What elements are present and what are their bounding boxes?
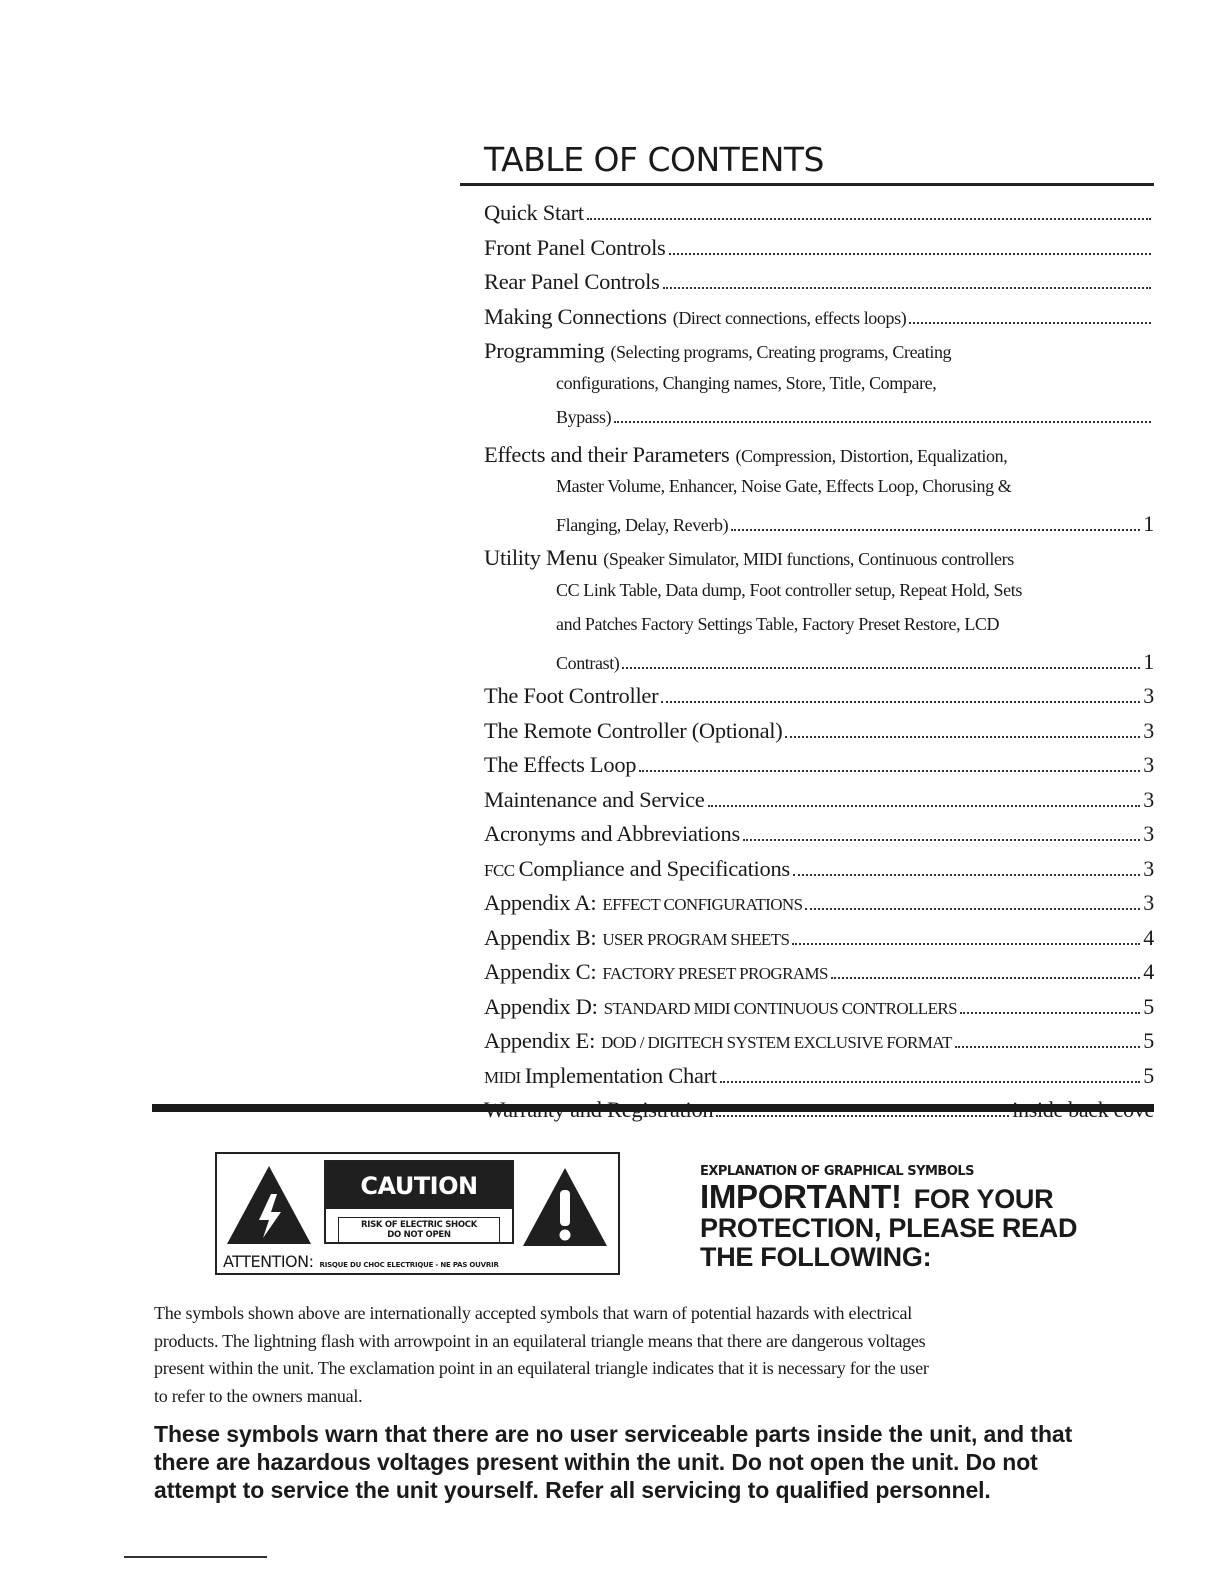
toc-entry-detail: FACTORY PRESET PROGRAMS xyxy=(602,964,828,983)
toc-dot-leader xyxy=(955,1042,1140,1048)
toc-dot-leader xyxy=(587,214,1151,220)
toc-page-number: 4 xyxy=(1143,924,1154,950)
toc-entry xyxy=(484,752,1154,782)
toc-entry-detail: and Patches Factory Settings Table, Factory Preset Restore, LCD xyxy=(556,614,1000,634)
caution-subtext-line: RISK OF ELECTRIC SHOCK xyxy=(360,1220,478,1230)
paragraph-line: The symbols shown above are internationally accepted symbols that warn of potential hazards with electrical xyxy=(154,1303,912,1323)
important-heading-line xyxy=(700,1178,1120,1215)
toc-entry-title: Rear Panel Controls xyxy=(484,269,660,294)
toc-entry-title: Quick Start xyxy=(484,200,584,225)
section-divider xyxy=(152,1104,1154,1112)
toc-page-number: 3 xyxy=(1143,683,1154,708)
toc-dot-leader xyxy=(622,663,1140,669)
warning-line: attempt to service the unit yourself. Refer all servicing to qualified personnel. xyxy=(154,1477,991,1503)
toc-entry xyxy=(484,442,1154,472)
toc-page-number: 5 xyxy=(1143,1028,1154,1053)
toc-entry xyxy=(484,1063,1154,1093)
toc-dot-leader xyxy=(831,973,1140,979)
toc-dot-leader xyxy=(909,318,1151,324)
toc-entry-detail: Master Volume, Enhancer, Noise Gate, Effects Loop, Chorusing & xyxy=(556,476,1012,496)
toc-entry-detail: Bypass) xyxy=(556,407,612,427)
lightning-triangle-icon xyxy=(225,1164,313,1246)
toc-entry-title: Making Connections xyxy=(484,303,667,329)
toc-dot-leader xyxy=(743,835,1140,841)
service-warning xyxy=(154,1420,1154,1504)
warning-line: These symbols warn that there are no user serviceable parts inside the unit, and that xyxy=(154,1421,1073,1447)
toc-entry xyxy=(484,235,1154,265)
attention-line xyxy=(223,1252,499,1271)
toc-entry-continuation xyxy=(556,476,1154,506)
toc-entry-title: Appendix A: xyxy=(484,890,597,915)
important-heading-rest: FOR YOUR xyxy=(913,1184,1054,1214)
toc-entry xyxy=(484,856,1154,886)
attention-text: RISQUE DU CHOC ELECTRIQUE - NE PAS OUVRIR xyxy=(319,1261,499,1269)
toc-entry xyxy=(484,269,1154,299)
toc-dot-leader xyxy=(614,417,1151,423)
toc-dot-leader xyxy=(663,283,1151,289)
toc-entry xyxy=(484,994,1154,1024)
toc-dot-leader xyxy=(792,939,1140,945)
toc-entry xyxy=(484,718,1154,748)
toc-entry-detail: USER PROGRAM SHEETS xyxy=(602,929,790,949)
toc-page-number: 3 xyxy=(1143,890,1154,915)
toc-entry-title: Maintenance and Service xyxy=(484,786,705,812)
toc-entry-prefix: MIDI xyxy=(484,1067,521,1087)
toc-page-number: 3 xyxy=(1143,855,1154,881)
attention-label: ATTENTION: xyxy=(223,1252,314,1271)
toc-entry-continuation xyxy=(556,407,1154,437)
toc-entry xyxy=(484,545,1154,575)
toc-page-number: 5 xyxy=(1143,1062,1154,1088)
paragraph-line: products. The lightning flash with arrowpoint in an equilateral triangle means that there are dangerous voltages xyxy=(154,1330,926,1351)
toc-entry-title: The Effects Loop xyxy=(484,752,637,777)
toc-dot-leader xyxy=(720,1077,1141,1083)
warning-line: there are hazardous voltages present within the unit. Do not open the unit. Do not xyxy=(154,1449,1038,1475)
toc-dot-leader xyxy=(960,1008,1140,1014)
toc-entry-detail: Contrast) xyxy=(556,652,620,673)
toc-entry-detail: (Direct connections, effects loops) xyxy=(672,307,907,328)
toc-entry-title: Appendix E: xyxy=(484,1028,596,1053)
toc-page-number: 3 xyxy=(1143,752,1154,777)
caution-subtext-line: DO NOT OPEN xyxy=(387,1230,451,1240)
toc-entry xyxy=(484,821,1154,851)
caution-panel xyxy=(324,1160,514,1244)
toc-entry xyxy=(484,1028,1154,1058)
toc-entry xyxy=(484,1097,1154,1127)
toc-dot-leader xyxy=(785,732,1140,738)
toc-entry-detail: configurations, Changing names, Store, Title, Compare, xyxy=(556,372,937,393)
important-heading-line: THE FOLLOWING: xyxy=(700,1242,932,1272)
paragraph-line: present within the unit. The exclamation point in an equilateral triangle indicates that it is necessary for the user xyxy=(154,1358,929,1378)
toc-entry-detail: DOD / DIGITECH SYSTEM EXCLUSIVE FORMAT xyxy=(601,1033,952,1052)
toc-entry xyxy=(484,787,1154,817)
toc-entry-title: Appendix D: xyxy=(484,993,598,1019)
toc-entry-title: Compliance and Specifications xyxy=(518,855,790,881)
toc-entry-detail: Flanging, Delay, Reverb) xyxy=(556,514,729,535)
toc-page-number: 1 xyxy=(1143,648,1154,674)
toc-entry-title: Appendix C: xyxy=(484,959,597,984)
footnote-rule xyxy=(124,1556,267,1558)
toc-entry xyxy=(484,925,1154,955)
important-heading-line: PROTECTION, PLEASE READ xyxy=(700,1213,1078,1243)
toc-entry-title: Acronyms and Abbreviations xyxy=(484,821,740,846)
toc-page-number: 1 xyxy=(1143,510,1154,536)
toc-entry-title: Implementation Chart xyxy=(524,1062,717,1088)
exclamation-triangle-icon xyxy=(521,1166,609,1248)
symbols-explanation xyxy=(154,1300,1154,1410)
caution-subtext xyxy=(338,1217,500,1243)
toc-entry-detail: (Selecting programs, Creating programs, Creating xyxy=(610,342,952,362)
toc-entry-title: The Foot Controller xyxy=(484,683,659,708)
toc-dot-leader xyxy=(793,870,1140,876)
toc-entry-title: Effects and their Parameters xyxy=(484,441,730,467)
toc-entry-detail: (Speaker Simulator, MIDI functions, Continuous controllers xyxy=(603,549,1014,569)
caution-label xyxy=(215,1152,620,1275)
toc-dot-leader xyxy=(708,801,1141,807)
toc-entry-continuation xyxy=(556,580,1154,610)
toc-entry xyxy=(484,683,1154,713)
toc-entry xyxy=(484,959,1154,989)
toc-page-number: 3 xyxy=(1143,821,1154,846)
toc-entry-continuation xyxy=(556,614,1154,644)
toc-entry-detail: (Compression, Distortion, Equalization, xyxy=(735,445,1008,466)
toc-page-number: 3 xyxy=(1143,786,1154,812)
toc-entry-detail: STANDARD MIDI CONTINUOUS CONTROLLERS xyxy=(603,998,957,1018)
toc-entry xyxy=(484,890,1154,920)
toc-dot-leader xyxy=(731,525,1140,531)
toc-entry-continuation xyxy=(556,373,1154,403)
toc-page-number: 5 xyxy=(1143,993,1154,1019)
toc-dot-leader xyxy=(661,697,1140,703)
toc-entry xyxy=(484,200,1154,230)
toc-entry-continuation xyxy=(556,511,1154,541)
toc-entry xyxy=(484,304,1154,334)
toc-entry-title: Front Panel Controls xyxy=(484,234,666,260)
toc-entry-detail: CC Link Table, Data dump, Foot controller setup, Repeat Hold, Sets xyxy=(556,579,1022,600)
toc-entry-title: Programming xyxy=(484,338,605,363)
toc-entry-detail: EFFECT CONFIGURATIONS xyxy=(602,895,803,914)
toc-entry-title: The Remote Controller (Optional) xyxy=(484,717,783,743)
toc-entry-continuation xyxy=(556,649,1154,679)
toc-dot-leader xyxy=(639,766,1140,772)
important-heading xyxy=(700,1178,1120,1272)
toc-dot-leader xyxy=(805,904,1140,910)
caution-header: CAUTION xyxy=(326,1162,512,1209)
toc-entry-title: Utility Menu xyxy=(484,545,598,570)
toc-title: TABLE OF CONTENTS xyxy=(484,140,824,179)
toc-entry xyxy=(484,338,1154,368)
toc-page-number: 4 xyxy=(1143,959,1154,984)
important-word: IMPORTANT! xyxy=(700,1178,902,1215)
paragraph-line: to refer to the owners manual. xyxy=(154,1385,363,1406)
toc-entry-title: Appendix B: xyxy=(484,924,597,950)
toc-entry-prefix: FCC xyxy=(484,860,515,880)
toc-page-number: 3 xyxy=(1143,717,1154,743)
toc-dot-leader xyxy=(669,249,1151,255)
symbols-caption: EXPLANATION OF GRAPHICAL SYMBOLS xyxy=(700,1164,975,1179)
